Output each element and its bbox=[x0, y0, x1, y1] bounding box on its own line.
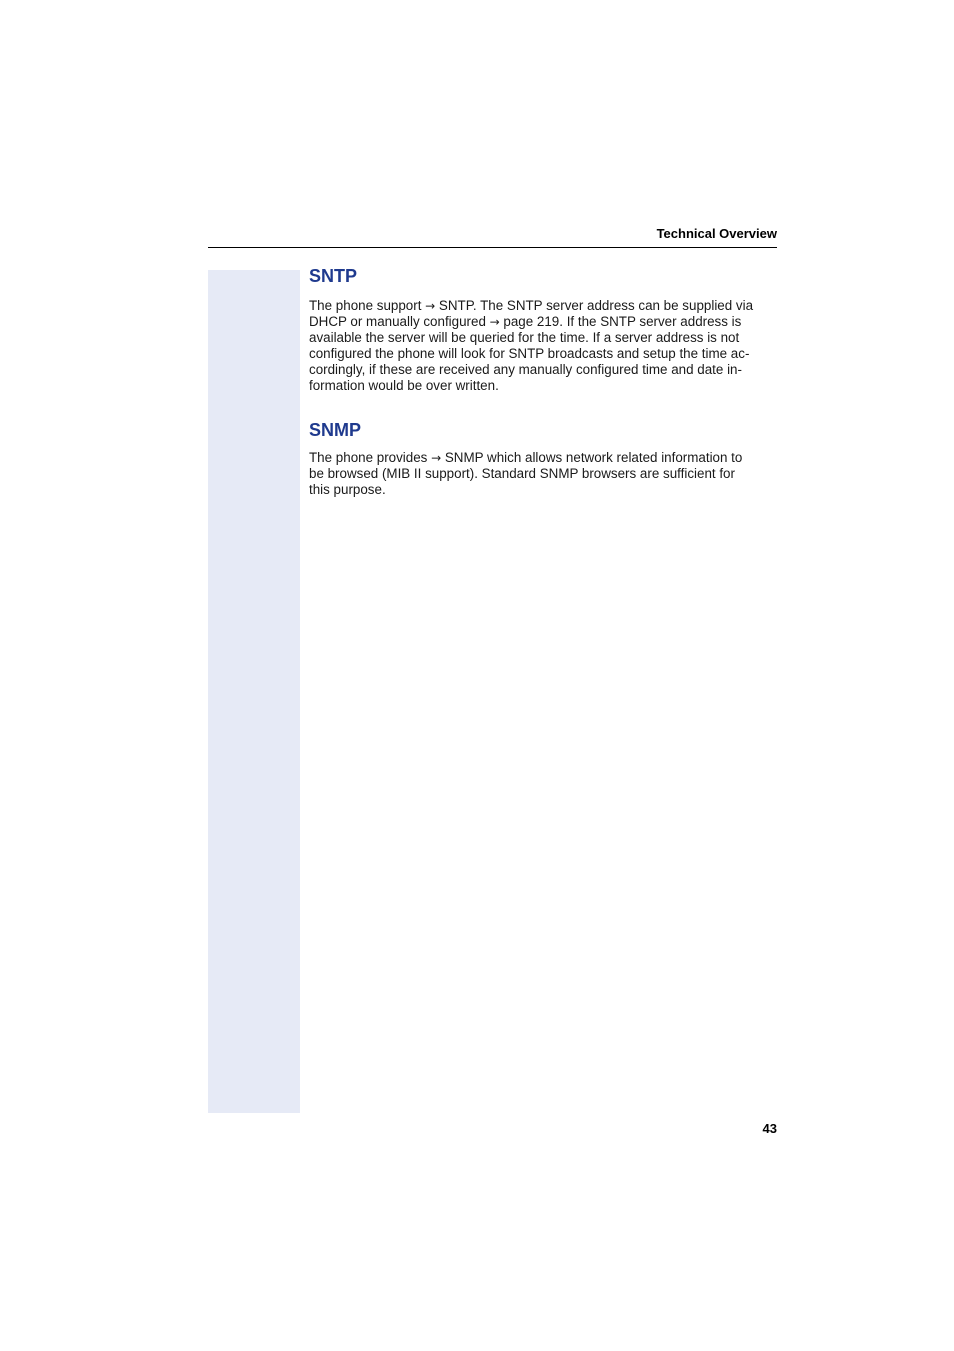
running-header: Technical Overview bbox=[656, 226, 777, 241]
body-line: The phone provides → SNMP which allows network related information to bbox=[309, 450, 743, 465]
section-heading-snmp: SNMP bbox=[309, 420, 362, 440]
body-line: available the server will be queried for the time. If a server address is not bbox=[309, 330, 740, 345]
section-heading-sntp: SNTP bbox=[309, 266, 358, 286]
arrow-right-icon: → bbox=[431, 451, 442, 465]
arrow-right-icon: → bbox=[425, 299, 436, 313]
body-line: be browsed (MIB II support). Standard SNMP browsers are sufficient for bbox=[309, 466, 735, 481]
body-line: cordingly, if these are received any manually configured time and date in- bbox=[309, 362, 742, 377]
page-number: 43 bbox=[762, 1121, 777, 1136]
body-line: formation would be over written. bbox=[309, 378, 499, 393]
section-body-snmp bbox=[309, 450, 779, 498]
body-line: DHCP or manually configured → page 219. If the SNTP server address is bbox=[309, 314, 742, 329]
body-line: configured the phone will look for SNTP broadcasts and setup the time ac- bbox=[309, 346, 750, 361]
main-content bbox=[309, 264, 779, 498]
body-line: this purpose. bbox=[309, 482, 386, 497]
body-line: The phone support → SNTP. The SNTP server address can be supplied via bbox=[309, 298, 754, 313]
header-divider bbox=[208, 247, 777, 248]
section-body-sntp bbox=[309, 298, 779, 394]
side-margin-band bbox=[208, 270, 300, 1113]
arrow-right-icon: → bbox=[489, 315, 500, 329]
